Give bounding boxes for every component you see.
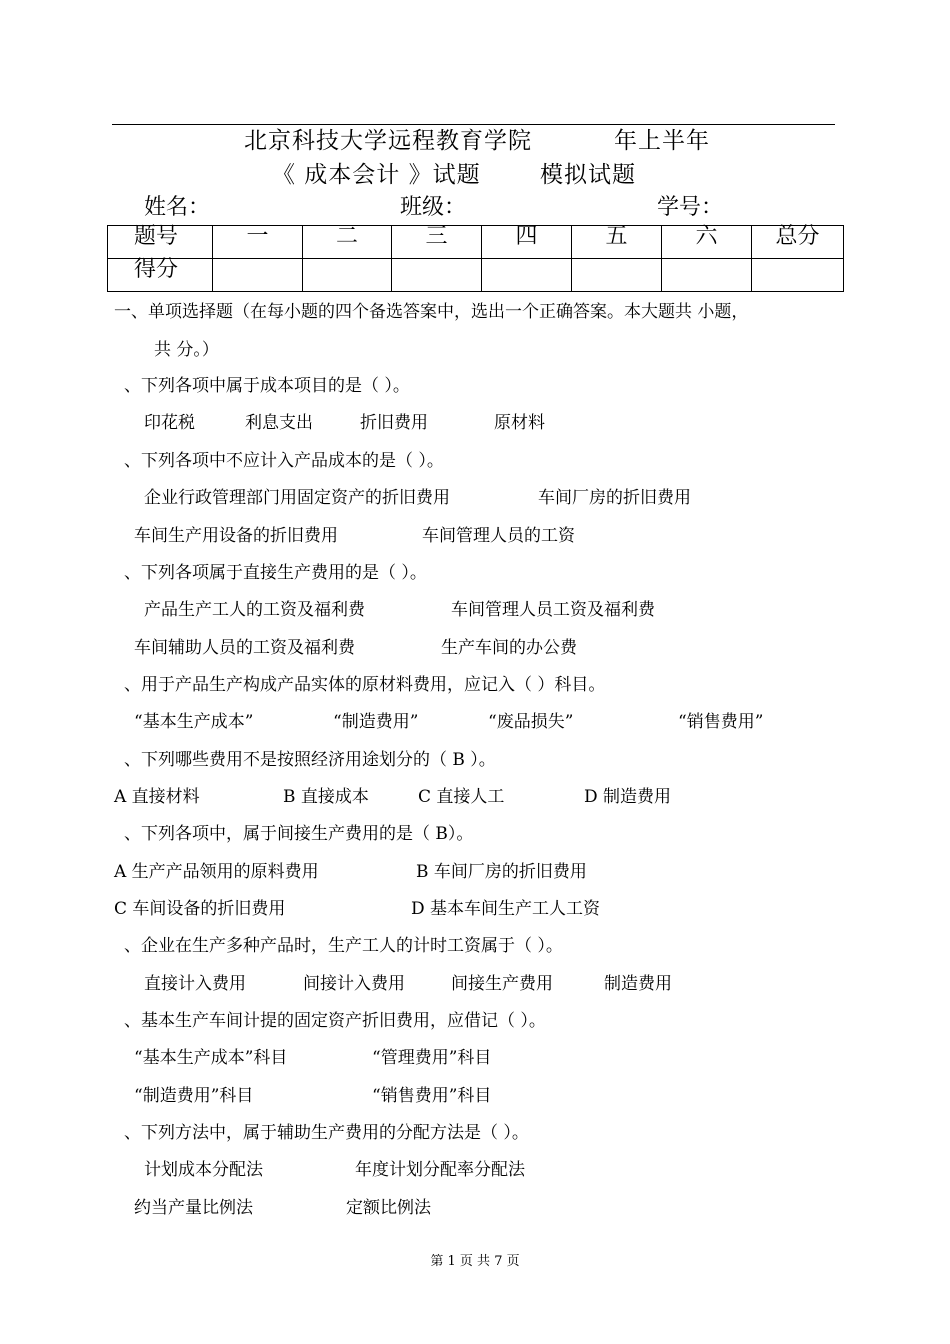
section-4-header: 四	[482, 226, 572, 259]
question-2-option-a: 企业行政管理部门用固定资产的折旧费用	[144, 488, 450, 508]
score-table-header-row	[108, 226, 844, 259]
question-2-option-d: 车间管理人员的工资	[422, 526, 575, 546]
score-cell	[662, 259, 752, 292]
question-8-option-c: “制造费用”科目	[134, 1086, 254, 1106]
question-7-option-c: 间接生产费用	[451, 974, 553, 994]
section-3-header: 三	[392, 226, 482, 259]
score-cell	[213, 259, 303, 292]
question-6-option-c: C 车间设备的折旧费用	[114, 899, 286, 919]
question-2-option-c: 车间生产用设备的折旧费用	[134, 526, 338, 546]
question-5-option-c: C 直接人工	[418, 787, 505, 807]
question-9-stem: 、下列方法中，属于辅助生产费用的分配方法是（ ）。	[124, 1123, 529, 1143]
question-number-label: 题号	[108, 226, 213, 259]
question-5-option-d: D 制造费用	[584, 787, 672, 807]
term-label: 年上半年	[614, 128, 710, 154]
score-table	[107, 225, 844, 292]
question-3-option-c: 车间辅助人员的工资及福利费	[134, 638, 355, 658]
total-header: 总分	[752, 226, 844, 259]
question-3-option-a: 产品生产工人的工资及福利费	[144, 600, 365, 620]
section-1-instructions: 一、单项选择题（在每小题的四个备选答案中，选出一个正确答案。本大题共 小题，	[114, 302, 749, 322]
score-cell	[482, 259, 572, 292]
question-3-stem: 、下列各项属于直接生产费用的是（ ）。	[124, 563, 427, 583]
score-cell	[572, 259, 662, 292]
question-9-option-b: 年度计划分配率分配法	[355, 1160, 525, 1180]
page-footer: 第 1 页 共 7 页	[430, 1254, 520, 1269]
question-3-option-d: 生产车间的办公费	[441, 638, 577, 658]
score-cell	[303, 259, 392, 292]
question-7-option-a: 直接计入费用	[144, 974, 246, 994]
question-5-option-b: B 直接成本	[283, 787, 369, 807]
question-2-stem: 、下列各项中不应计入产品成本的是（ ）。	[124, 451, 444, 471]
question-7-option-d: 制造费用	[604, 974, 672, 994]
question-4-option-c: “废品损失”	[488, 712, 574, 732]
question-6-option-d: D 基本车间生产工人工资	[411, 899, 601, 919]
question-9-option-a: 计划成本分配法	[144, 1160, 263, 1180]
section-2-header: 二	[303, 226, 392, 259]
question-8-option-d: “销售费用”科目	[372, 1086, 492, 1106]
score-cell	[752, 259, 844, 292]
question-4-option-d: “销售费用”	[678, 712, 764, 732]
score-cell	[392, 259, 482, 292]
question-9-option-d: 定额比例法	[346, 1198, 431, 1218]
question-1-option-c: 折旧费用	[360, 413, 428, 433]
question-5-stem: 、下列哪些费用不是按照经济用途划分的（ B ）。	[124, 750, 496, 770]
question-7-option-b: 间接计入费用	[303, 974, 405, 994]
school-name: 北京科技大学远程教育学院	[244, 128, 532, 154]
question-4-option-a: “基本生产成本”	[134, 712, 254, 732]
question-1-option-b: 利息支出	[245, 413, 313, 433]
question-8-option-a: “基本生产成本”科目	[134, 1048, 288, 1068]
student-id-label: 学号：	[657, 195, 724, 220]
question-1-stem: 、下列各项中属于成本项目的是（ ）。	[124, 376, 410, 396]
question-6-option-a: A 生产产品领用的原料费用	[114, 862, 319, 882]
question-6-option-b: B 车间厂房的折旧费用	[416, 862, 587, 882]
question-8-stem: 、基本生产车间计提的固定资产折旧费用，应借记（ ）。	[124, 1011, 546, 1031]
question-1-option-a: 印花税	[144, 413, 195, 433]
question-1-option-d: 原材料	[494, 413, 545, 433]
section-1-header: 一	[213, 226, 303, 259]
score-label: 得分	[108, 259, 213, 292]
exam-type: 模拟试题	[540, 162, 636, 188]
question-4-option-b: “制造费用”	[333, 712, 419, 732]
course-title: 《 成本会计 》试题	[272, 162, 481, 188]
question-8-option-b: “管理费用”科目	[372, 1048, 492, 1068]
section-6-header: 六	[662, 226, 752, 259]
score-table-score-row	[108, 259, 844, 292]
question-5-option-a: A 直接材料	[114, 787, 200, 807]
section-5-header: 五	[572, 226, 662, 259]
question-4-stem: 、用于产品生产构成产品实体的原材料费用，应记入（ ）科目。	[124, 675, 606, 695]
question-7-stem: 、企业在生产多种产品时，生产工人的计时工资属于（ ）。	[124, 936, 563, 956]
question-6-stem: 、下列各项中，属于间接生产费用的是（ B）。	[124, 824, 474, 844]
question-9-option-c: 约当产量比例法	[134, 1198, 253, 1218]
section-1-instructions-cont: 共 分。）	[154, 340, 219, 360]
question-3-option-b: 车间管理人员工资及福利费	[451, 600, 655, 620]
name-label: 姓名：	[144, 195, 211, 220]
question-2-option-b: 车间厂房的折旧费用	[538, 488, 691, 508]
class-label: 班级：	[400, 195, 467, 220]
